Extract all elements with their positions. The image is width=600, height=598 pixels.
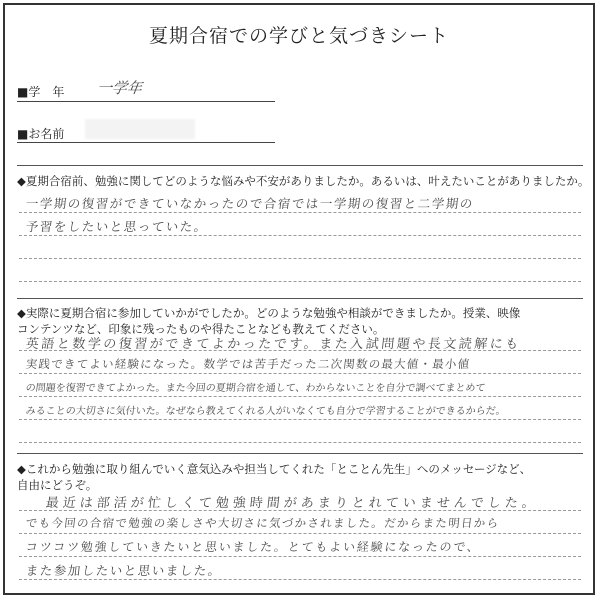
answer-line [19,396,581,397]
answer-line [19,579,581,580]
worksheet [3,3,595,595]
grade-underline [17,101,275,102]
question-3-cont: 自由にどうぞ。 [17,478,98,492]
answer-2-line-4: みることの大切さに気付いた。なぜなら教えてくれる人がいなくても自分で学習することができるからだ。 [25,406,507,417]
name-label: ■お名前 [17,127,65,141]
section-divider-2 [17,298,583,299]
answer-line [19,442,581,443]
name-underline [17,142,275,143]
answer-line [19,281,581,282]
question-2: ◆実際に夏期合宿に参加していかがでしたか。どのような勉強や相談ができましたか。授業、映像 [17,306,521,320]
answer-line [19,373,581,374]
answer-2-line-2: 実践できてよい経験になった。数学では苦手だった二次関数の最大値・最小値 [25,357,472,371]
question-1: ◆夏期合宿前、勉強に関してどのような悩みや不安がありましたか。あるいは、叶えたいことがありましたか。 [17,174,590,188]
answer-2-line-1: 英語と数学の復習ができてよかったです。また入試問題や長文読解にも [25,337,522,352]
answer-line [19,258,581,259]
answer-1-line-1: 一学期の復習ができていなかったので合宿では一学期の復習と二学期の [25,196,475,211]
answer-3-line-2: でも今回の合宿で勉強の楽しさや大切さに気づかされました。だからまた明日から [25,516,501,530]
question-3: ◆これから勉強に取り組んでいく意気込みや担当してくれた「とことん先生」へのメッセージなど、 [17,462,532,476]
grade-value: 一学年 [95,79,144,97]
answer-3-line-4: また参加したいと思いました。 [25,563,223,578]
answer-line [19,556,581,557]
answer-line [19,533,581,534]
answer-line [19,235,581,236]
answer-line [19,419,581,420]
question-2-cont: コンテンツなど、印象に残ったものや得たことなども教えてください。 [17,322,385,336]
answer-line [19,212,581,213]
answer-3-line-3: コツコツ勉強していきたいと思いました。とてもよい経験になったので、 [25,540,482,554]
sheet-title: 夏期合宿での学びと気づきシート [148,25,449,47]
answer-2-line-3: の問題を復習できてよかった。また今回の夏期合宿を通して、わからないことを自分で調べてまとめて [25,383,486,394]
answer-1-line-2: 予習をしたいと思っていた。 [25,219,209,234]
name-redacted [85,119,195,139]
section-divider-3 [17,453,583,454]
answer-3-line-1: 最近は部活が忙しくて勉強時間があまりとれていませんでした。 [45,496,540,511]
section-divider-1 [17,165,583,166]
grade-label: ■学 年 [17,85,65,99]
